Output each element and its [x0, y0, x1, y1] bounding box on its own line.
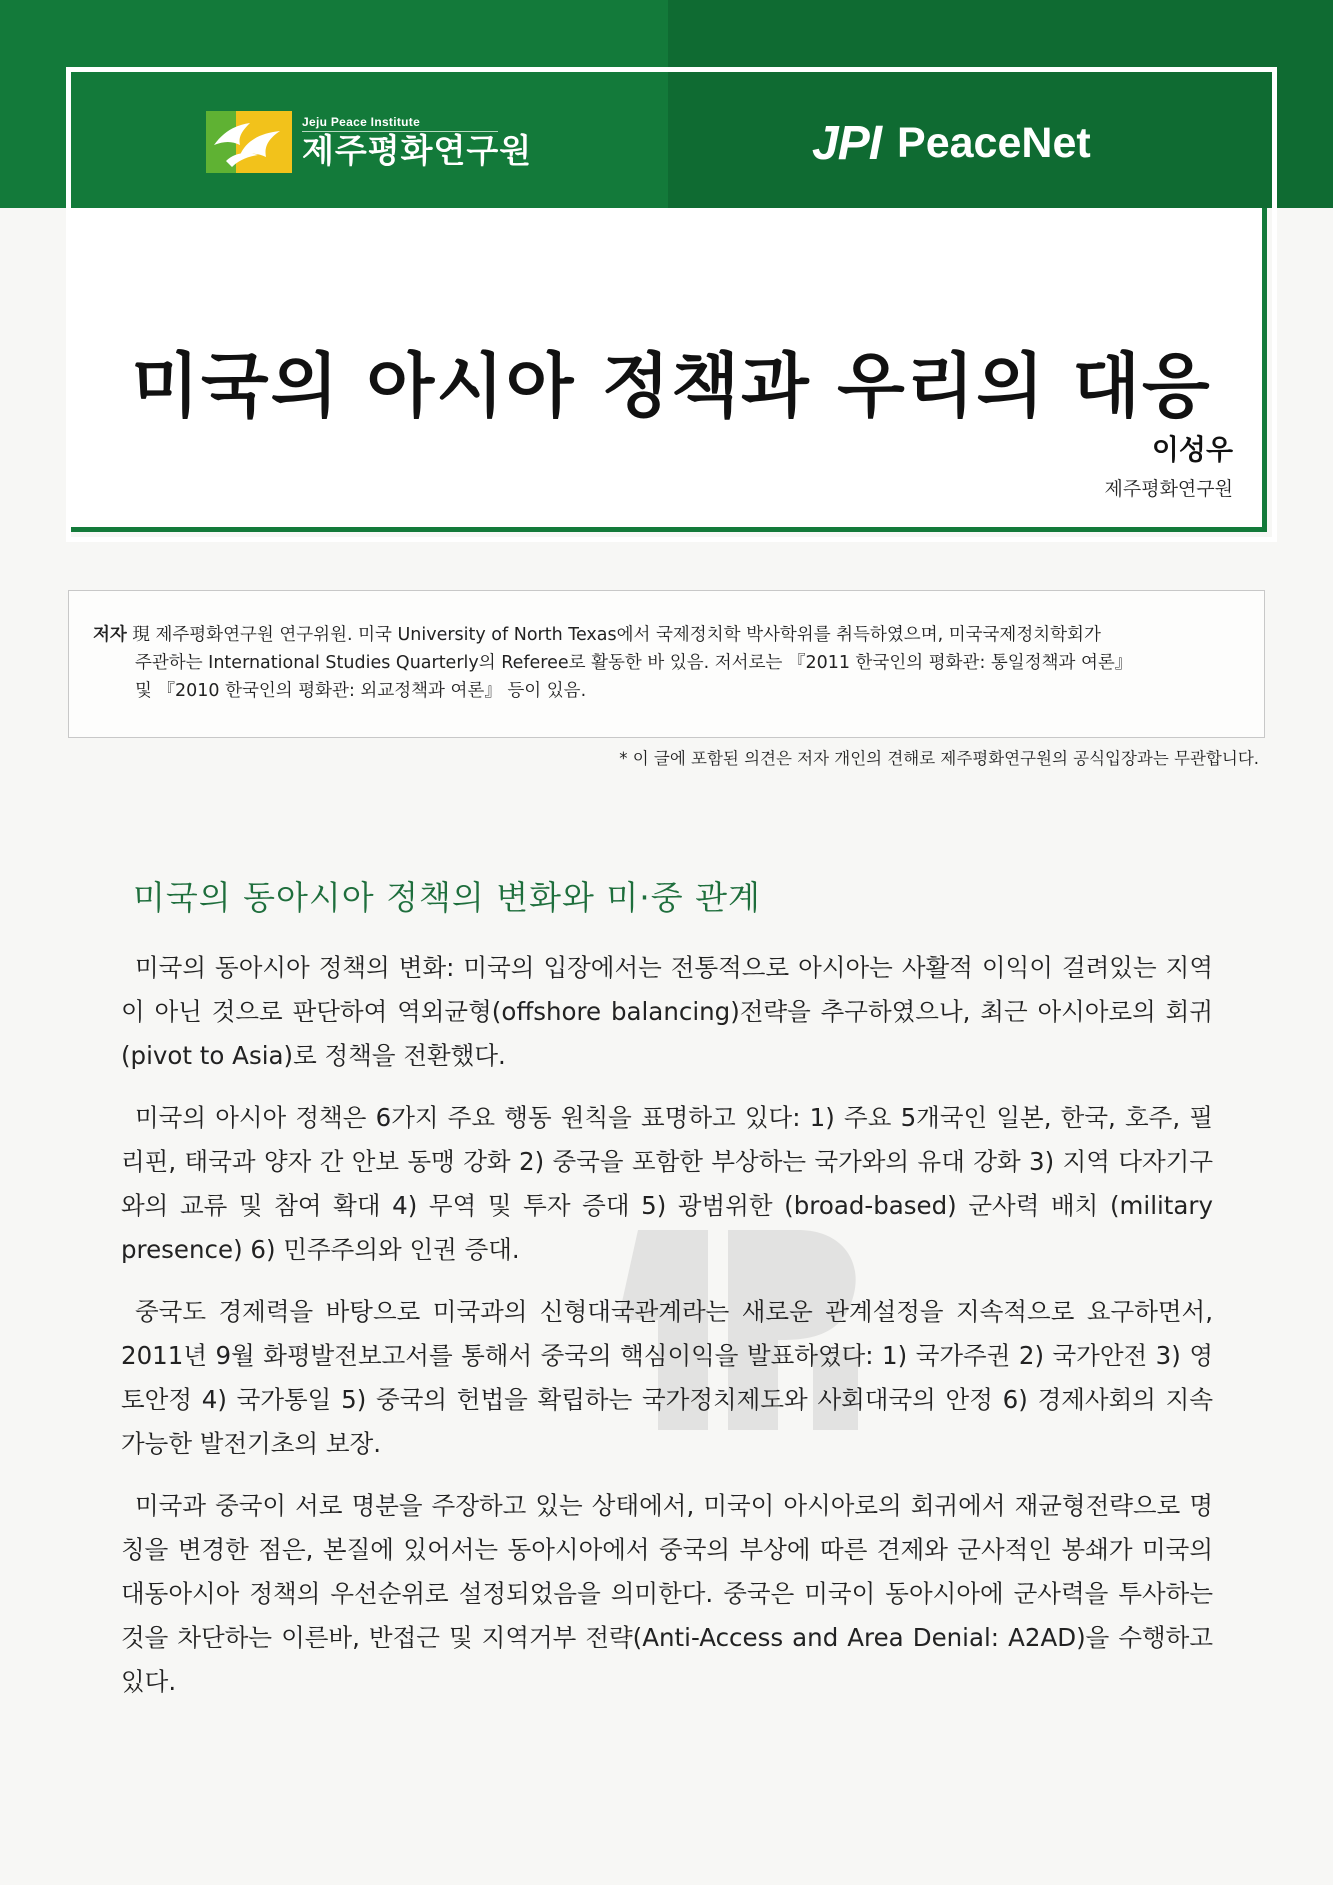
page-title: 미국의 아시아 정책과 우리의 대응 — [131, 345, 1212, 427]
paragraph-2: 미국의 아시아 정책은 6가지 주요 행동 원칙을 표명하고 있다: 1) 주요 5개국인 일본, 한국, 호주, 필리핀, 태국과 양자 간 안보 동맹 강화 2) 중국을 포함한 부상하는 국가와의 유대 강화 3) 지역 다자기구와의 교류 및 참여 확대 4) 무역 및 투자 증대 5) 광범위한 (broad-based) 군사력 배치 (military presence) 6) 민주주의와 인권 증대. — [121, 1103, 1213, 1264]
author-bio-box — [68, 590, 1265, 738]
article-body — [121, 946, 1213, 1722]
section-heading: 미국의 동아시아 정책의 변화와 미·중 관계 — [133, 878, 761, 917]
jeju-peace-institute-logo — [206, 110, 532, 174]
bird-logo-icon — [206, 111, 292, 173]
jpi-mark: JPI — [812, 117, 882, 170]
author-name: 이성우 — [1151, 433, 1233, 466]
logo-korean-name: 제주평화연구원 — [302, 131, 533, 170]
paragraph-4: 미국과 중국이 서로 명분을 주장하고 있는 상태에서, 미국이 아시아로의 회귀에서 재균형전략으로 명칭을 변경한 점은, 본질에 있어서는 동아시아에서 중국의 부상에 따른 견제와 군사적인 봉쇄가 미국의 대동아시아 정책의 우선순위로 설정되었음을 의미한다. 중국은 미국이 동아시아에 군사력을 투사하는 것을 차단하는 이른바, 반접근 및 지역거부 전략(Anti-Access and Area Denial: A2AD)을 수행하고 있다. — [121, 1491, 1213, 1696]
author-affiliation: 제주평화연구원 — [1104, 478, 1233, 500]
logo-english-name: Jeju Peace Institute — [302, 115, 498, 132]
bio-line-3: 및 『2010 한국인의 평화관: 외교정책과 여론』 등이 있음. — [135, 681, 587, 701]
disclaimer-note: * 이 글에 포함된 의견은 저자 개인의 견해로 제주평화연구원의 공식입장과는 무관합니다. — [619, 749, 1259, 768]
paragraph-3: 중국도 경제력을 바탕으로 미국과의 신형대국관계라는 새로운 관계설정을 지속적으로 요구하면서, 2011년 9월 화평발전보고서를 통해서 중국의 핵심이익을 발표하였다: 1) 국가주권 2) 국가안전 3) 영토안정 4) 국가통일 5) 중국의 헌법을 확립하는 국가정치제도와 사회대국의 안정 6) 경제사회의 지속 가능한 발전기초의 보장. — [121, 1297, 1213, 1458]
bio-line-2: 주관하는 International Studies Quarterly의 Referee로 활동한 바 있음. 저서로는 『2011 한국인의 평화관: 통일정책과 여론』 — [135, 653, 1133, 673]
peacenet-logo — [812, 116, 1091, 171]
peacenet-name: PeaceNet — [897, 119, 1091, 167]
bio-label: 저자 — [93, 625, 127, 645]
bio-line-1 — [93, 621, 1240, 649]
bio-text-1: 現 제주평화연구원 연구위원. 미국 University of North Texas에서 국제정치학 박사학위를 취득하였으며, 미국국제정치학회가 — [132, 625, 1101, 645]
paragraph-1: 미국의 동아시아 정책의 변화: 미국의 입장에서는 전통적으로 아시아는 사활적 이익이 걸려있는 지역이 아닌 것으로 판단하여 역외균형(offshore balancing)전략을 추구하였으나, 최근 아시아로의 회귀(pivot to Asia)로 정책을 전환했다. — [121, 953, 1213, 1070]
